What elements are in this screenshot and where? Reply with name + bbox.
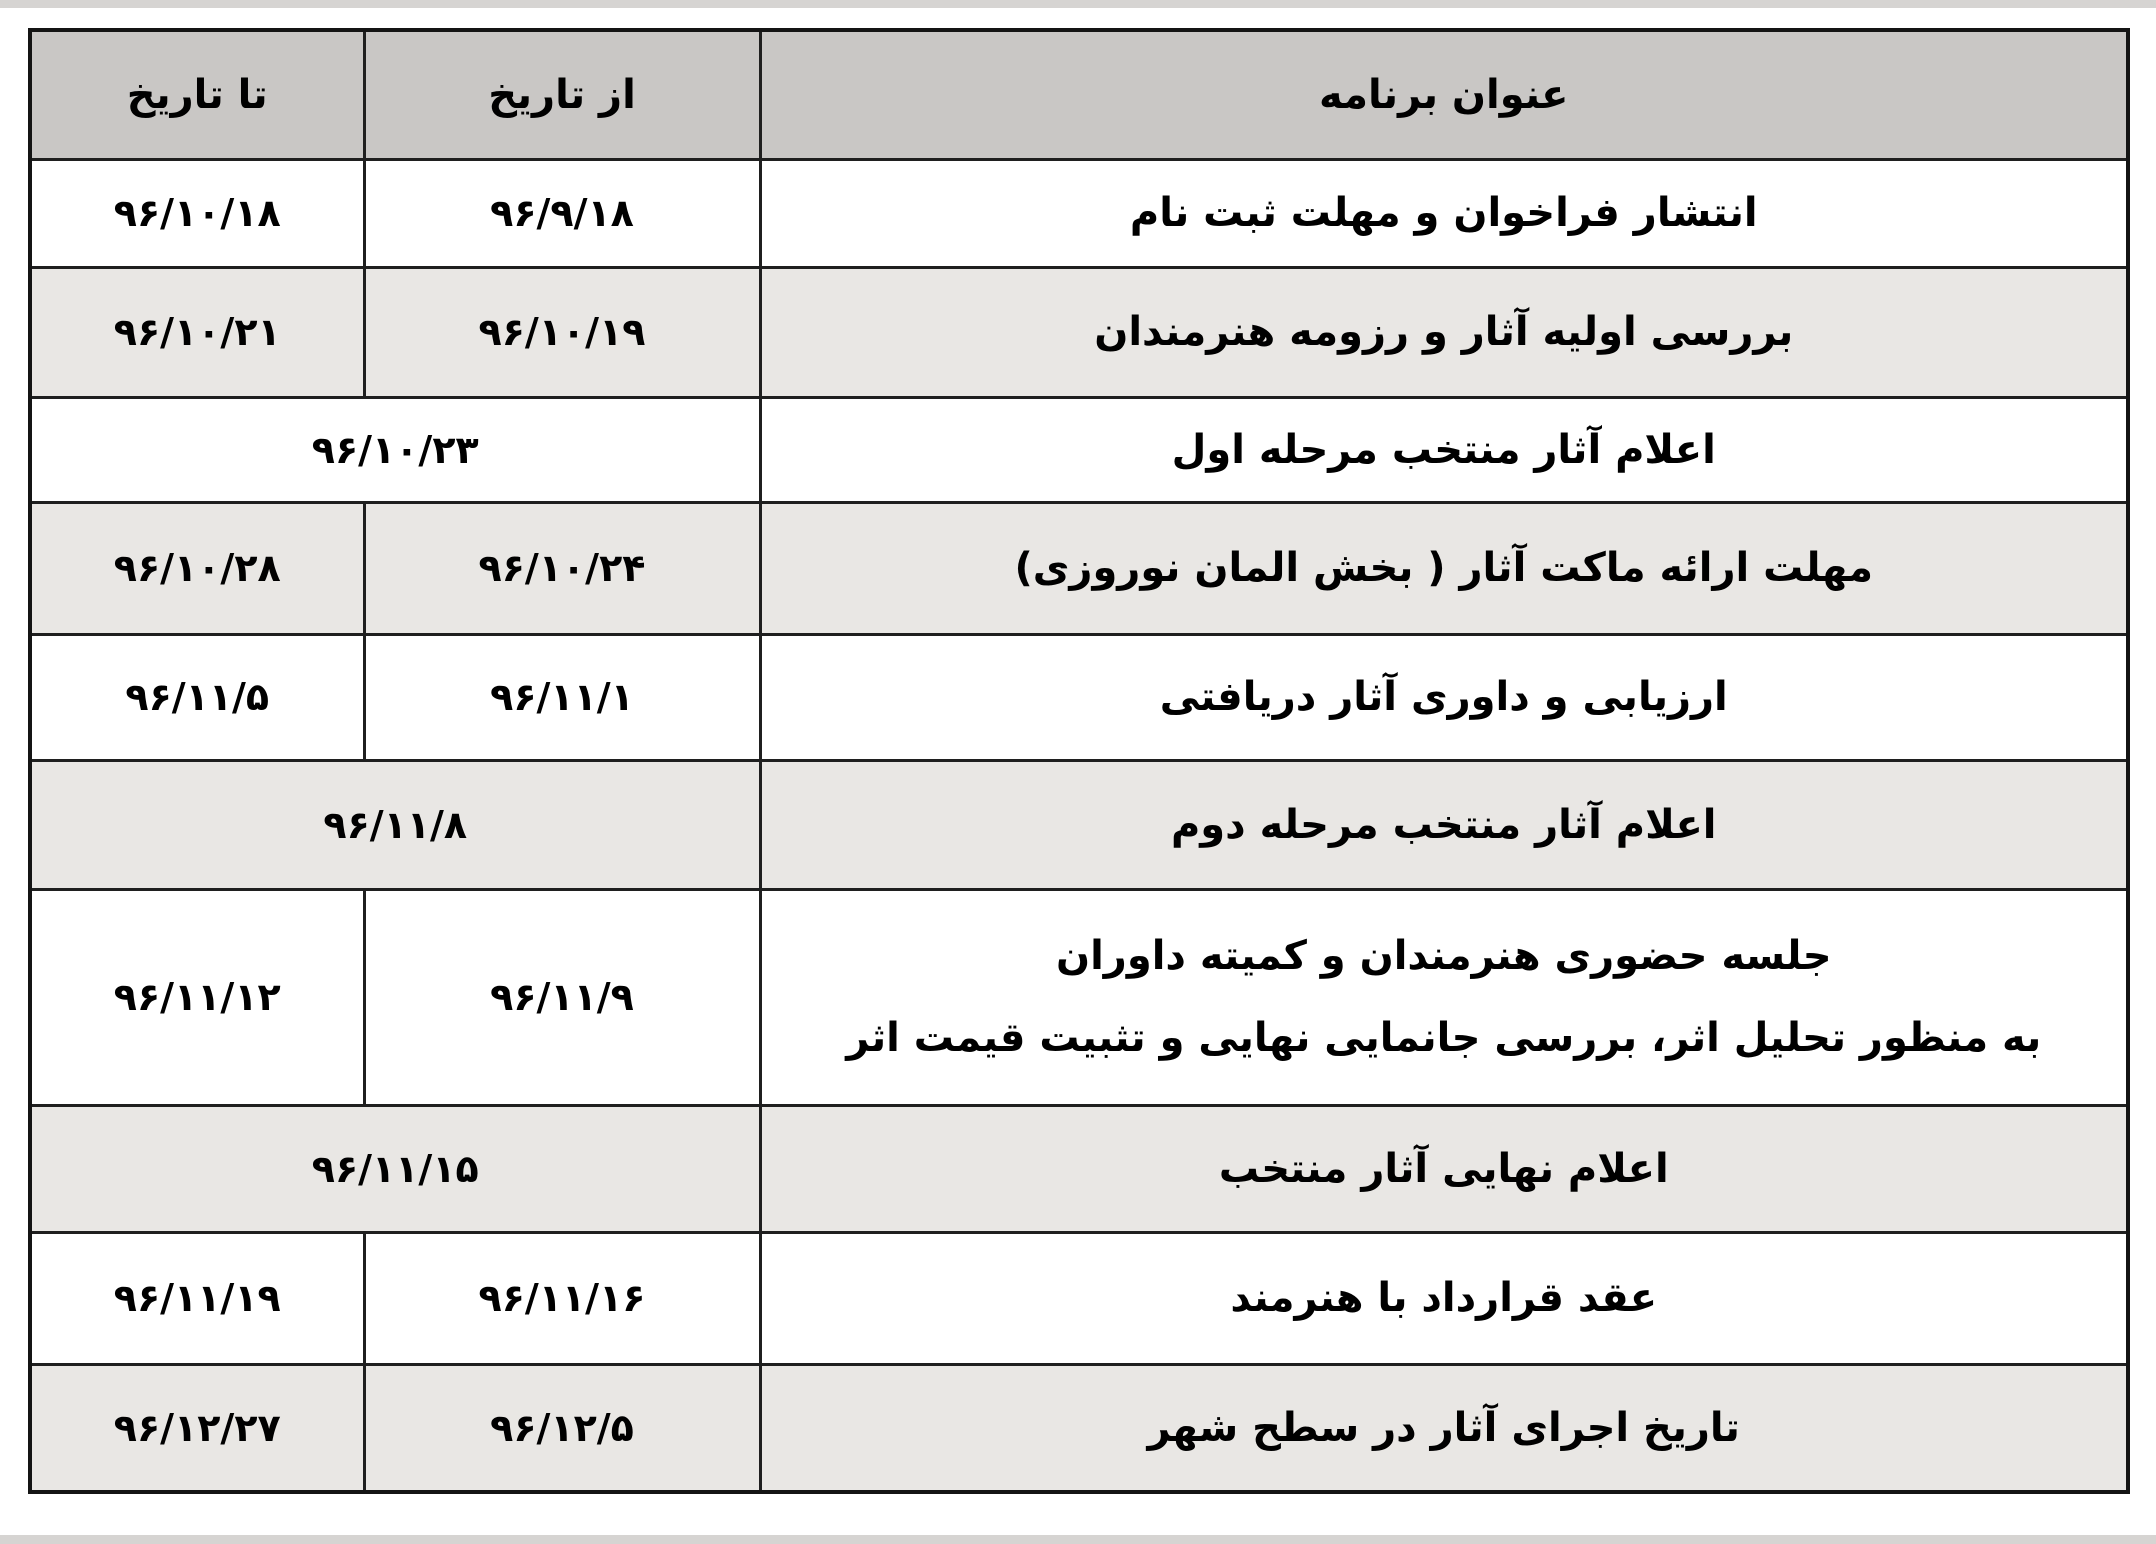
to-date-cell: ۹۶/۱۰/۲۸ — [30, 502, 364, 634]
schedule-table — [28, 28, 2130, 1494]
program-title-cell: ارزیابی و داوری آثار دریافتی — [760, 634, 2128, 760]
table-row — [30, 267, 2128, 397]
program-title-cell: اعلام آثار منتخب مرحله اول — [760, 397, 2128, 502]
to-date-cell: ۹۶/۱۱/۱۹ — [30, 1232, 364, 1364]
to-date-cell: ۹۶/۱۰/۱۸ — [30, 159, 364, 267]
page-edge-top — [0, 0, 2156, 8]
from-date-cell: ۹۶/۱۰/۱۹ — [364, 267, 760, 397]
header-to-date: تا تاریخ — [30, 30, 364, 159]
program-title-cell: اعلام نهایی آثار منتخب — [760, 1105, 2128, 1232]
from-date-cell: ۹۶/۱۱/۱ — [364, 634, 760, 760]
program-title-cell: اعلام آثار منتخب مرحله دوم — [760, 760, 2128, 889]
program-title-cell: مهلت ارائه ماکت آثار ( بخش المان نوروزی) — [760, 502, 2128, 634]
from-date-cell: ۹۶/۹/۱۸ — [364, 159, 760, 267]
program-title-line2: به منظور تحلیل اثر، بررسی جانمایی نهایی و تثبیت قیمت اثر — [846, 1015, 2042, 1061]
program-title-cell — [760, 889, 2128, 1105]
program-title-line1: جلسه حضوری هنرمندان و کمیته داوران — [1055, 933, 1832, 979]
program-title-cell: بررسی اولیه آثار و رزومه هنرمندان — [760, 267, 2128, 397]
program-title-cell: تاریخ اجرای آثار در سطح شهر — [760, 1364, 2128, 1492]
to-date-cell: ۹۶/۱۱/۵ — [30, 634, 364, 760]
table-row — [30, 502, 2128, 634]
header-from-date: از تاریخ — [364, 30, 760, 159]
program-title-cell: عقد قرارداد با هنرمند — [760, 1232, 2128, 1364]
table-row — [30, 1105, 2128, 1232]
program-title-cell: انتشار فراخوان و مهلت ثبت نام — [760, 159, 2128, 267]
to-date-cell: ۹۶/۱۰/۲۱ — [30, 267, 364, 397]
from-date-cell: ۹۶/۱۱/۹ — [364, 889, 760, 1105]
table-row — [30, 1364, 2128, 1492]
table-row — [30, 159, 2128, 267]
to-date-cell: ۹۶/۱۱/۱۲ — [30, 889, 364, 1105]
from-date-cell: ۹۶/۱۱/۱۶ — [364, 1232, 760, 1364]
from-date-cell: ۹۶/۱۲/۵ — [364, 1364, 760, 1492]
page-edge-bottom — [0, 1535, 2156, 1544]
table-row — [30, 1232, 2128, 1364]
table-row — [30, 634, 2128, 760]
header-row — [30, 30, 2128, 159]
table-row — [30, 760, 2128, 889]
table-row — [30, 397, 2128, 502]
merged-date-cell: ۹۶/۱۱/۱۵ — [30, 1105, 760, 1232]
table-row — [30, 889, 2128, 1105]
merged-date-cell: ۹۶/۱۰/۲۳ — [30, 397, 760, 502]
from-date-cell: ۹۶/۱۰/۲۴ — [364, 502, 760, 634]
merged-date-cell: ۹۶/۱۱/۸ — [30, 760, 760, 889]
to-date-cell: ۹۶/۱۲/۲۷ — [30, 1364, 364, 1492]
header-program-title: عنوان برنامه — [760, 30, 2128, 159]
